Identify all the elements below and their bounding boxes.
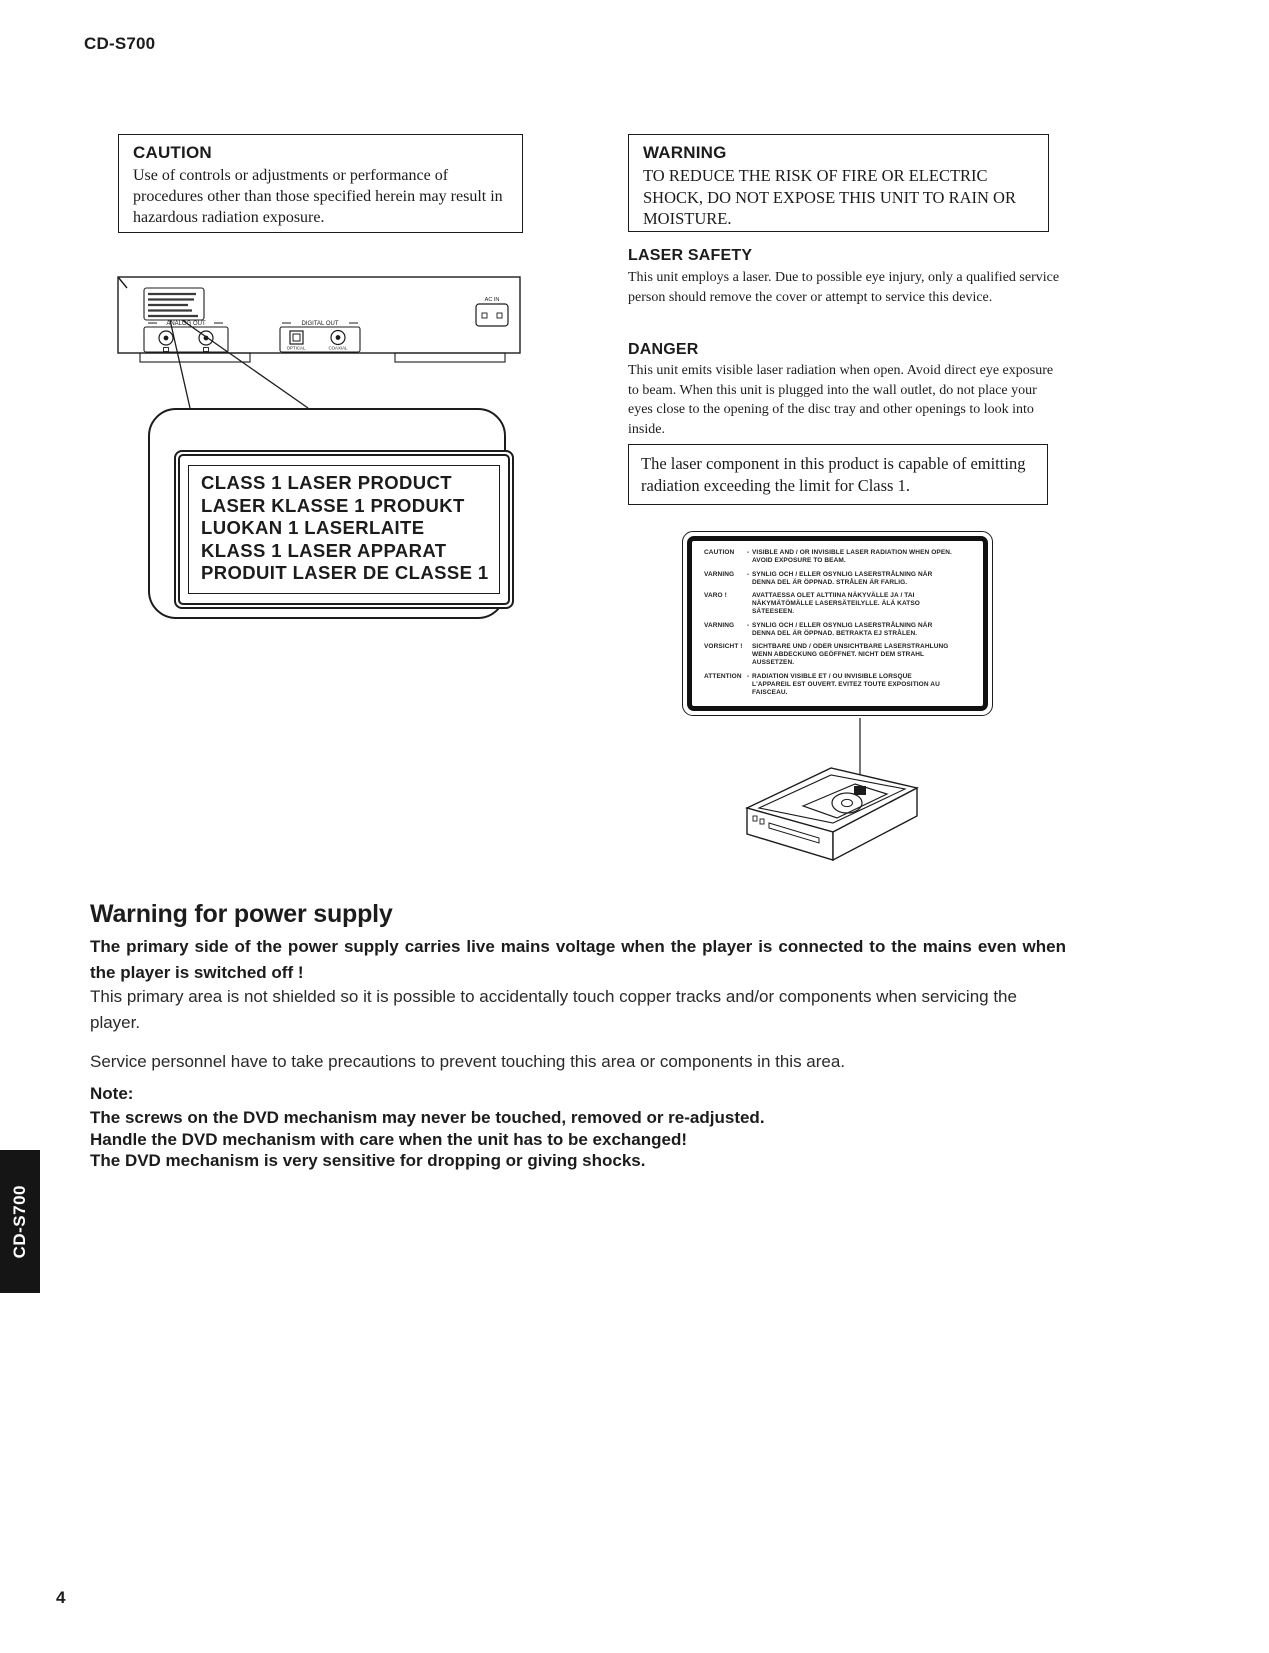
laser-safety-body: This unit employs a laser. Due to possible eye injury, only a qualified service person should remove the cover or attempt to service this device. <box>628 270 1060 305</box>
laser-warning-label <box>682 531 993 716</box>
warning-box <box>628 134 1049 232</box>
caution-body: Use of controls or adjustments or performance of procedures other than those specified herein may result in hazardous radiation exposure. <box>133 167 503 226</box>
class-label-line: PRODUIT LASER DE CLASSE 1 <box>201 562 489 583</box>
laser-label-row: VORSICHT ! SICHTBARE UND / ODER UNSICHTBARE LASERSTRAHLUNG WENN ABDECKUNG GEÖFFNET. NICHT DEM STRAHL AUSSETZEN. <box>704 643 949 666</box>
laser-label-row: VARNING - SYNLIG OCH / ELLER OSYNLIG LASERSTRÅLNING NÄR DENNA DEL ÄR ÖPPNAD. BETRAKTA EJ STRÅLEN. <box>704 621 933 637</box>
danger-body: This unit emits visible laser radiation when open. Avoid direct eye exposure to beam. When this unit is plugged into the wall outlet, do not place your eyes close to the opening of the disc tray and other openings to look into inside. <box>628 363 1054 437</box>
warning-title: WARNING <box>643 143 727 162</box>
note-item: Handle the DVD mechanism with care when the unit has to be exchanged! <box>90 1129 688 1149</box>
warning-body: TO REDUCE THE RISK OF FIRE OR ELECTRIC SHOCK, DO NOT EXPOSE THIS UNIT TO RAIN OR MOISTURE. <box>643 166 1016 228</box>
class-label-line: CLASS 1 LASER PRODUCT <box>201 472 452 493</box>
class-label-line: KLASS 1 LASER APPARAT <box>201 539 447 561</box>
coaxial-label: COAXIAL <box>328 345 348 351</box>
power-supply-intro: The primary side of the power supply carries live mains voltage when the player is connected to the mains even when the player is switched off ! <box>90 937 1066 982</box>
page-number: 4 <box>56 1588 66 1607</box>
open-unit-figure <box>735 716 930 866</box>
power-supply-title: Warning for power supply <box>90 900 393 928</box>
page-title: CD-S700 <box>84 34 156 53</box>
ac-in-label: AC IN <box>484 297 500 303</box>
note-item: The screws on the DVD mechanism may never be touched, removed or re-adjusted. <box>90 1108 765 1127</box>
laser-label-row: VARNING - SYNLIG OCH / ELLER OSYNLIG LASERSTRÅLNING NÄR DENNA DEL ÄR ÖPPNAD. STRÅLEN ÄR FARLIG. <box>704 570 933 586</box>
model-side-tab <box>0 1150 40 1293</box>
optical-label: OPTICAL <box>286 345 306 351</box>
foot-left <box>140 353 250 362</box>
caution-box <box>118 134 523 233</box>
class-label-callout <box>148 408 506 619</box>
danger-title: DANGER <box>628 341 699 358</box>
class-limit-box: The laser component in this product is capable of emitting radiation exceeding the limit for Class 1. <box>628 444 1048 505</box>
laser-pickup <box>854 786 866 795</box>
analog-out-label: ANALOG OUT <box>166 321 206 327</box>
laser-label-row: VARO ! AVATTAESSA OLET ALTTIINA NÄKYVÄLLE JA / TAI NÄKYMÄTÖMÄLLE LASERSÄTEILYLLE. ÄLÄ KATSO SÄTEESEEN. <box>704 592 920 615</box>
laser-label-row: ATTENTION - RADIATION VISIBLE ET / OU INVISIBLE LORSQUE L'APPAREIL EST OUVERT. EVITEZ TOUTE EXPOSITION AU FAISCEAU. <box>704 672 940 696</box>
foot-right <box>395 353 505 362</box>
caution-title: CAUTION <box>133 143 212 162</box>
model-side-tab-label: CD-S700 <box>10 1184 29 1259</box>
note-list <box>90 1107 1066 1172</box>
class-label <box>174 450 514 609</box>
laser-label-row: CAUTION - VISIBLE AND / OR INVISIBLE LASER RADIATION WHEN OPEN. AVOID EXPOSURE TO BEAM. <box>704 549 952 564</box>
note-item: The DVD mechanism is very sensitive for dropping or giving shocks. <box>90 1151 646 1170</box>
power-supply-paragraph: This primary area is not shielded so it is possible to accidentally touch copper tracks and/or components when servicing the player. <box>90 987 1017 1032</box>
digital-out-label: DIGITAL OUT <box>301 321 339 327</box>
class-label-line: LUOKAN 1 LASERLAITE <box>201 517 425 538</box>
power-supply-paragraph: Service personnel have to take precautions to prevent touching this area or components in this area. <box>90 1052 846 1071</box>
laser-safety-title: LASER SAFETY <box>628 247 753 264</box>
note-label: Note: <box>90 1084 134 1103</box>
class-label-line: LASER KLASSE 1 PRODUKT <box>201 494 465 516</box>
